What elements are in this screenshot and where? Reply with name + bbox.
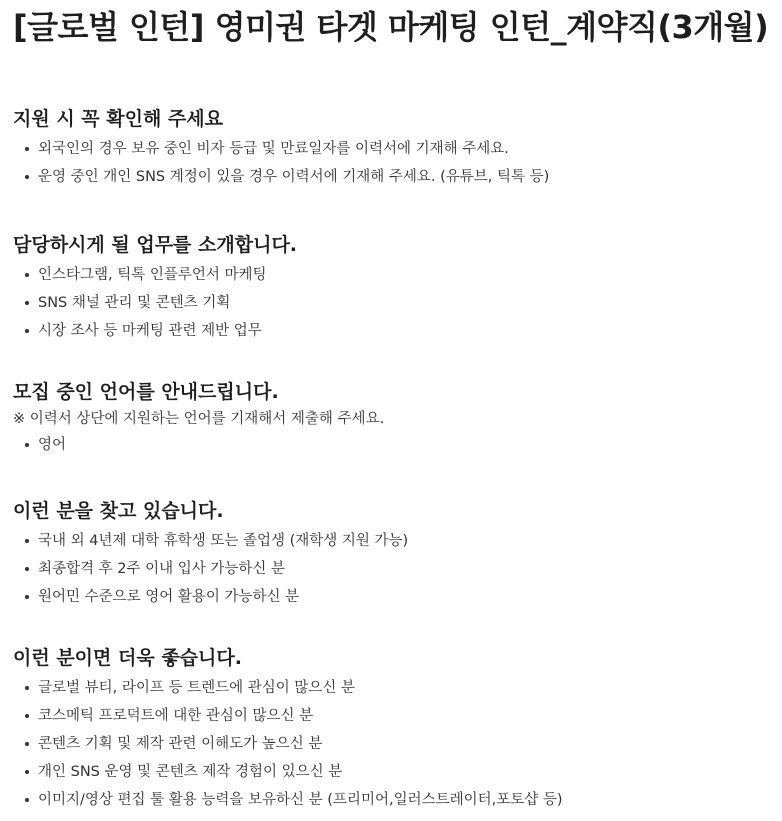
bullet-icon [25, 301, 29, 305]
list-item-text: SNS 채널 관리 및 콘텐츠 기획 [38, 295, 231, 311]
section-application-notes [13, 106, 773, 191]
list-item [13, 289, 773, 317]
section-requirements [13, 498, 773, 611]
bullet-icon [25, 567, 29, 571]
bullet-icon [25, 273, 29, 277]
list-item-text: 영어 [38, 437, 67, 453]
bullet-icon [25, 147, 29, 151]
section-heading: 지원 시 꼭 확인해 주세요 [13, 108, 223, 130]
bullet-icon [25, 686, 29, 690]
list-item [13, 555, 773, 583]
section-heading: 모집 중인 언어를 안내드립니다. [13, 381, 279, 403]
bullet-icon [25, 714, 29, 718]
list-item [13, 261, 773, 289]
list-item [13, 786, 773, 814]
section-list [13, 261, 773, 345]
list-item-text: 코스메틱 프로덕트에 대한 관심이 많으신 분 [38, 708, 314, 724]
list-item-text: 글로벌 뷰티, 라이프 등 트렌드에 관심이 많으신 분 [38, 680, 356, 696]
section-list [13, 674, 773, 814]
list-item [13, 135, 773, 163]
list-item [13, 317, 773, 345]
list-item-text: 원어민 수준으로 영어 활용이 가능하신 분 [38, 589, 300, 605]
section-languages [13, 379, 773, 459]
bullet-icon [25, 539, 29, 543]
bullet-icon [25, 595, 29, 599]
list-item-text: 국내 외 4년제 대학 휴학생 또는 졸업생 (재학생 지원 가능) [38, 533, 409, 549]
section-heading: 이런 분이면 더욱 좋습니다. [13, 647, 242, 669]
section-list [13, 135, 773, 191]
list-item [13, 431, 773, 459]
section-list [13, 527, 773, 611]
page-title: [글로벌 인턴] 영미권 타겟 마케팅 인턴_계약직(3개월) [13, 8, 769, 46]
list-item [13, 702, 773, 730]
list-item-text: 이미지/영상 편집 툴 활용 능력을 보유하신 분 (프리미어,일러스트레이터,포토샵 등) [38, 792, 563, 808]
section-note: ※ 이력서 상단에 지원하는 언어를 기재해서 제출해 주세요. [13, 411, 385, 427]
section-heading: 이런 분을 찾고 있습니다. [13, 500, 224, 522]
bullet-icon [25, 443, 29, 447]
bullet-icon [25, 742, 29, 746]
bullet-icon [25, 770, 29, 774]
list-item [13, 527, 773, 555]
list-item-text: 콘텐츠 기획 및 제작 관련 이해도가 높으신 분 [38, 736, 323, 752]
list-item-text: 외국인의 경우 보유 중인 비자 등급 및 만료일자를 이력서에 기재해 주세요. [38, 141, 509, 157]
list-item-text: 운영 중인 개인 SNS 계정이 있을 경우 이력서에 기재해 주세요. (유튜브, 틱톡 등) [38, 169, 550, 185]
list-item-text: 개인 SNS 운영 및 콘텐츠 제작 경험이 있으신 분 [38, 764, 343, 780]
list-item-text: 시장 조사 등 마케팅 관련 제반 업무 [38, 323, 262, 339]
section-heading: 담당하시게 될 업무를 소개합니다. [13, 234, 298, 256]
list-item [13, 730, 773, 758]
list-item [13, 758, 773, 786]
section-duties [13, 232, 773, 345]
section-list [13, 431, 773, 459]
list-item [13, 583, 773, 611]
list-item [13, 163, 773, 191]
bullet-icon [25, 329, 29, 333]
bullet-icon [25, 798, 29, 802]
list-item-text: 최종합격 후 2주 이내 입사 가능하신 분 [38, 561, 285, 577]
list-item-text: 인스타그램, 틱톡 인플루언서 마케팅 [38, 267, 267, 283]
bullet-icon [25, 175, 29, 179]
list-item [13, 674, 773, 702]
section-preferred [13, 645, 773, 814]
